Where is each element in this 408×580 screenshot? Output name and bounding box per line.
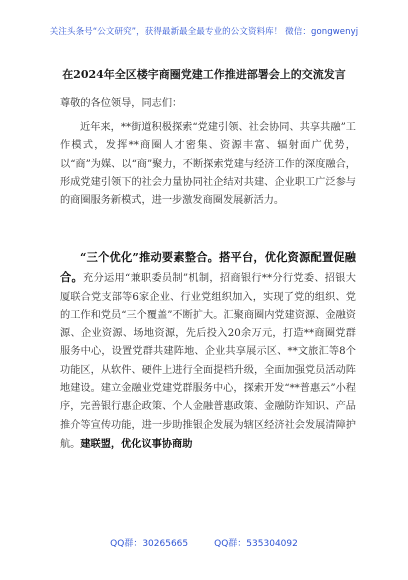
paragraph-optimization-text: 充分运用“兼职委员制”机制，招商银行**分行党委、招银大厦联合党支部等6家企业、行业党组织加入，实现了党的组织、党的工作和党员“三个覆盖”不断扩大。汇聚商圈内党建资源、金融资源、企业资源、场地资源，先后投入20余万元，打造**商圈党群服务中心，设置党群共建阵地、企业共享展示区、**文旅汇等8个功能区，从软件、硬件上进行全面提档升级，全面加强党员活动阵地建设。建立金融业党建党群服务中心，探索开发“**普惠云”小程序，完善银行惠企政策、个人金融普惠政策、金融防诈知识、产品推介等宣传功能，进一步助推银企发展为辖区经济社会发展清障护航。 [60, 273, 356, 450]
footer-qq-group-2: QQ群：535304092 [214, 539, 298, 549]
footer-qq-group-1: QQ群：30265665 [110, 539, 189, 549]
document-title: 在2024年全区楼宇商圈党建工作推进部署会上的交流发言 [62, 68, 346, 81]
footer-qq-groups [0, 536, 408, 549]
paragraph-optimization [60, 248, 356, 454]
paragraph-lead-heading: “三个优化”推动要素整合。搭平台，优化资源配置促融合。 [60, 250, 356, 285]
paragraph-intro-text: 近年来，**街道积极探索“党建引领、社会协同、共享共融”工作模式，发挥**商圈人才密集、资源丰富、辐射面广优势，以“商”为媒、以“商”聚力，不断探索党建与经济工作的深度融合，形成党建引领下的社会力量协同社企结对共建、企业职工广泛参与的商圈服务新模式，进一步激发商圈发展新活力。 [60, 122, 356, 207]
paragraph-intro [60, 119, 356, 210]
paragraph-next-heading: 建联盟，优化议事协商助 [80, 437, 193, 450]
header-banner: 关注头条号“公文研究”，获得最新最全最专业的公文资料库！ 微信：gongwenyj [49, 27, 359, 37]
salutation: 尊敬的各位领导，同志们： [60, 98, 183, 109]
